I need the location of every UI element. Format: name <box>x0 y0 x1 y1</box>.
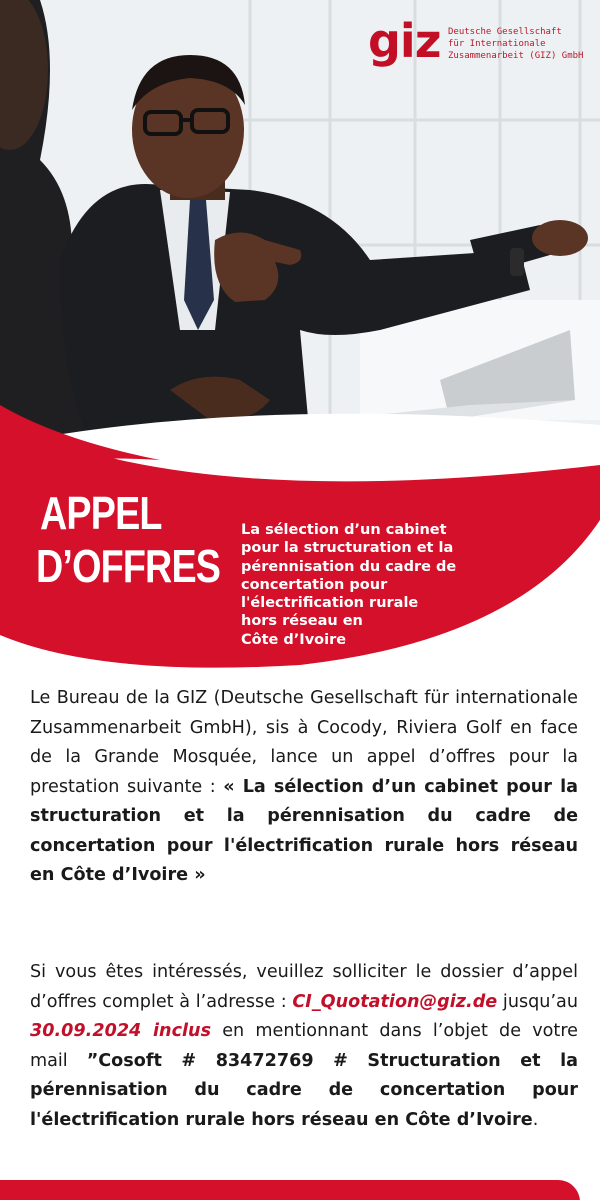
contact-email-link[interactable]: CI_Quotation@giz.de <box>292 991 498 1012</box>
email-subject: ”Cosoft # 83472769 # Structuration et la pérennisation du cadre de concertation pour l'électrification rurale hors réseau en Côte d’Ivoire <box>30 1050 578 1130</box>
logo-line: Deutsche Gesellschaft <box>448 27 562 37</box>
subtitle-line: La sélection d’un cabinet <box>241 522 447 538</box>
logo-line: Zusammenarbeit (GIZ) GmbH <box>448 51 584 61</box>
subtitle-line: concertation pour <box>241 576 388 593</box>
subtitle-line: pour la structuration et la <box>241 540 454 557</box>
service-title: « La sélection d’un cabinet pour la structuration et la pérennisation du cadre de concertation pour l'électrification rurale hors réseau en Côte d’Ivoire » <box>30 776 578 885</box>
until-text: jusqu’au <box>497 991 578 1012</box>
instructions-paragraph <box>30 958 578 1135</box>
intro-text: Le Bureau de la GIZ (Deutsche Gesellschaft für internationale Zusammenarbeit GmbH), sis à Cocody, Riviera Golf en face de la Grande Mosquée, lance un appel d’offres pour la prestation suivante : <box>30 688 578 797</box>
logo-line: für Internationale <box>448 39 546 49</box>
mention-text: en mentionnant dans l’objet de votre mail <box>30 1021 578 1071</box>
footer-red-bar <box>0 1180 580 1200</box>
giz-logo <box>368 14 588 72</box>
subtitle-line: l'électrification rurale <box>241 595 419 612</box>
instructions-text: Si vous êtes intéressés, veuillez solliciter le dossier d’appel d’offres complet à l’adresse : <box>30 962 578 1012</box>
final-period: . <box>532 1109 539 1130</box>
giz-logo-mark: giz <box>368 14 441 68</box>
giz-logo-text <box>448 26 588 62</box>
subtitle-line: Côte d’Ivoire <box>241 631 347 648</box>
subtitle-line: hors réseau en <box>241 613 363 630</box>
deadline-date: 30.09.2024 inclus <box>30 1021 212 1041</box>
intro-paragraph <box>30 684 578 891</box>
banner-subtitle <box>241 521 511 649</box>
subtitle-line: pérennisation du cadre de <box>241 558 457 575</box>
banner-title-line2: D’OFFRES <box>36 540 221 592</box>
banner-title-line1: APPEL <box>40 487 162 539</box>
